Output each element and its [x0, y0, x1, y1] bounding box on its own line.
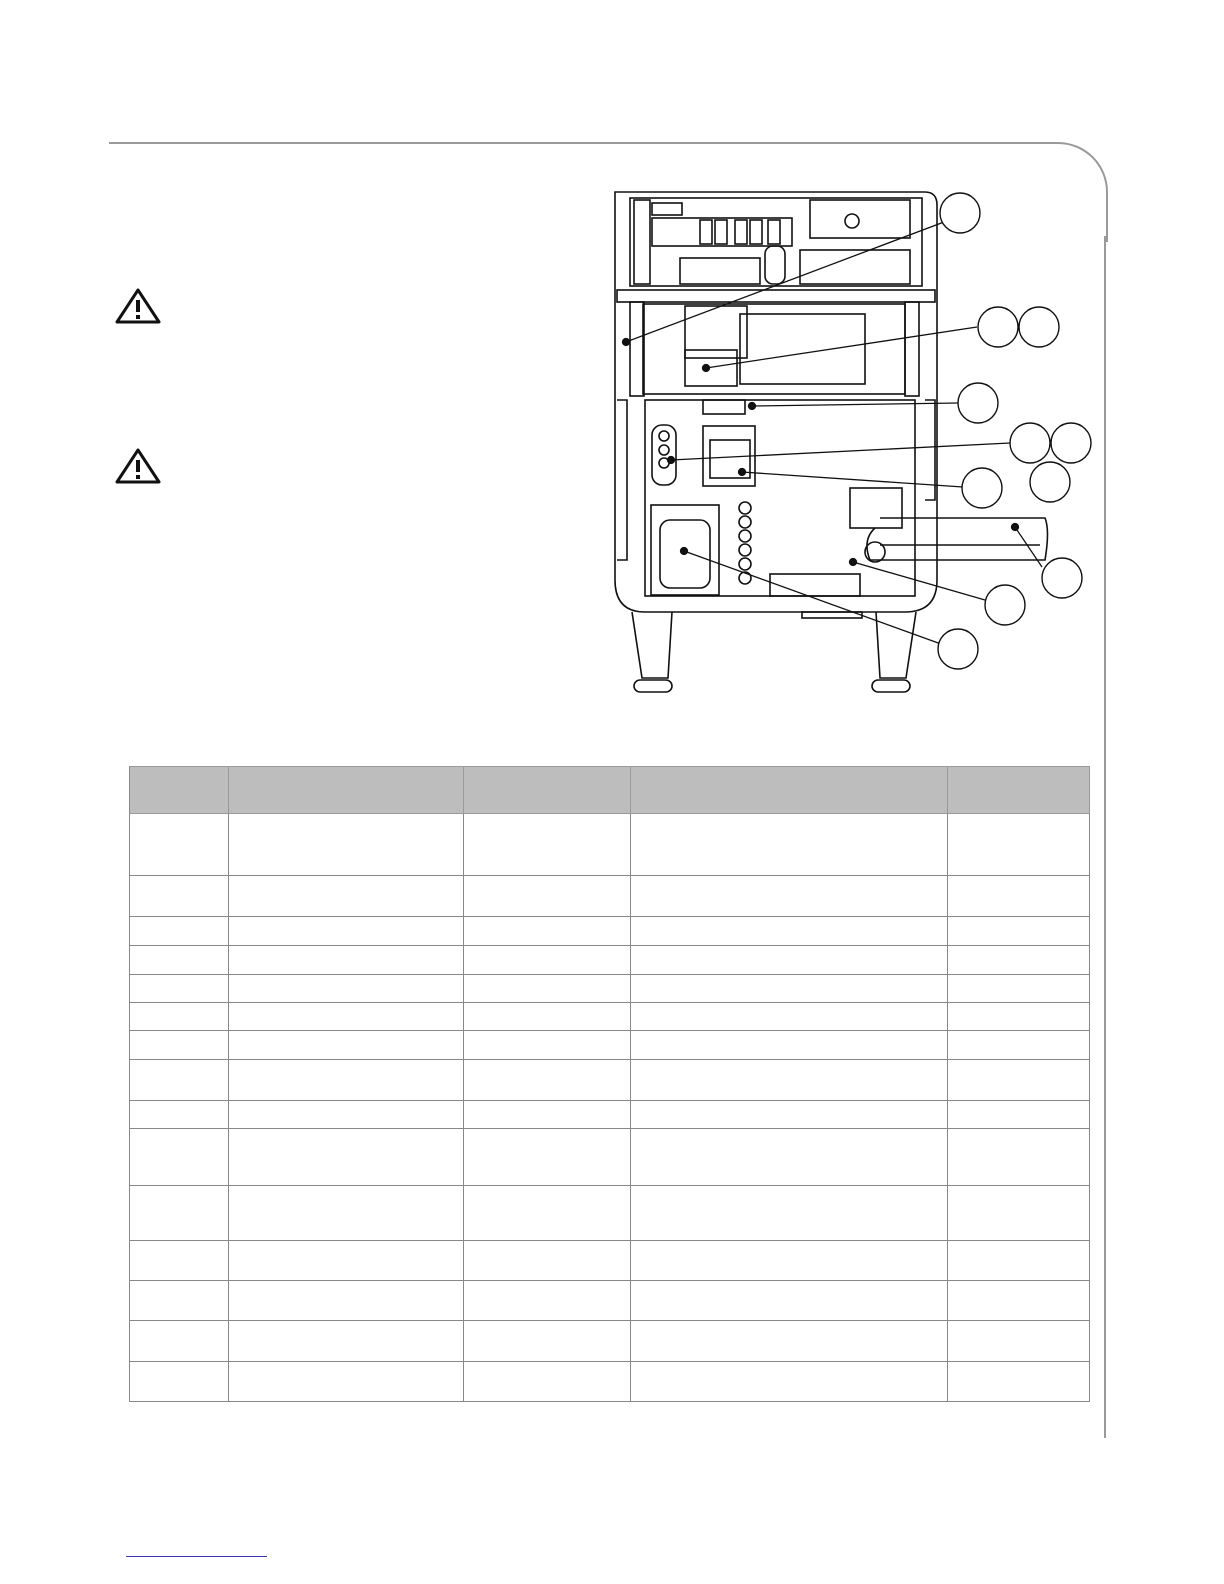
table-cell	[948, 1321, 1090, 1362]
table-cell	[229, 1031, 464, 1060]
table-cell	[948, 917, 1090, 946]
callout-circle	[1019, 307, 1059, 347]
table-cell	[229, 1362, 464, 1402]
table-cell	[130, 1129, 229, 1186]
table-cell	[130, 1003, 229, 1031]
table-row	[130, 917, 1090, 946]
table-cell	[130, 1186, 229, 1241]
table-cell	[229, 1003, 464, 1031]
table-cell	[229, 814, 464, 876]
table-cell	[631, 814, 948, 876]
table-cell	[464, 1241, 631, 1281]
table-header-cell	[631, 767, 948, 814]
table-cell	[464, 975, 631, 1003]
table-row	[130, 1321, 1090, 1362]
table-row	[130, 1241, 1090, 1281]
callout-circle	[958, 383, 998, 423]
table-cell	[631, 1060, 948, 1101]
table-cell	[948, 1186, 1090, 1241]
table-header-cell	[229, 767, 464, 814]
table-cell	[229, 1186, 464, 1241]
table-cell	[948, 1241, 1090, 1281]
table-cell	[130, 1362, 229, 1402]
table-cell	[464, 1101, 631, 1129]
page-frame-right-rule	[1104, 236, 1106, 1438]
table-cell	[229, 946, 464, 975]
table-cell	[464, 1321, 631, 1362]
table-row	[130, 1060, 1090, 1101]
table-row	[130, 1003, 1090, 1031]
parts-table	[129, 766, 1090, 1402]
table-cell	[229, 1241, 464, 1281]
table-cell	[948, 814, 1090, 876]
table-cell	[948, 946, 1090, 975]
table-row	[130, 1101, 1090, 1129]
table-cell	[130, 1321, 229, 1362]
callout-circle	[985, 585, 1025, 625]
table-cell	[130, 814, 229, 876]
table-cell	[948, 1129, 1090, 1186]
table-cell	[631, 1031, 948, 1060]
table-row	[130, 876, 1090, 917]
callout-circle	[938, 629, 978, 669]
callout-circle	[978, 307, 1018, 347]
table-cell	[130, 917, 229, 946]
table-cell	[631, 1101, 948, 1129]
table-cell	[948, 1003, 1090, 1031]
table-cell	[464, 917, 631, 946]
table-row	[130, 1362, 1090, 1402]
table-cell	[464, 1003, 631, 1031]
table-header-cell	[464, 767, 631, 814]
callout-circle	[1051, 423, 1091, 463]
table-cell	[464, 1281, 631, 1321]
table-cell	[464, 876, 631, 917]
table-cell	[631, 917, 948, 946]
callout-circle	[1042, 558, 1082, 598]
table-cell	[631, 946, 948, 975]
table-cell	[948, 1101, 1090, 1129]
callout-circle	[1030, 462, 1070, 502]
table-cell	[130, 876, 229, 917]
table-cell	[130, 1101, 229, 1129]
footer-link[interactable]	[126, 1556, 267, 1557]
table-row	[130, 1031, 1090, 1060]
table-header-cell	[948, 767, 1090, 814]
table-row	[130, 814, 1090, 876]
table-cell	[229, 1321, 464, 1362]
table-cell	[464, 946, 631, 975]
table-cell	[631, 1241, 948, 1281]
table-cell	[464, 1186, 631, 1241]
table-cell	[229, 917, 464, 946]
table-cell	[229, 1129, 464, 1186]
table-cell	[948, 975, 1090, 1003]
table-cell	[130, 1031, 229, 1060]
table-cell	[229, 876, 464, 917]
table-cell	[464, 1060, 631, 1101]
table-cell	[130, 975, 229, 1003]
table-cell	[631, 876, 948, 917]
table-cell	[948, 1031, 1090, 1060]
table-row	[130, 1281, 1090, 1321]
table-cell	[631, 1003, 948, 1031]
warning-triangle-icon	[115, 448, 161, 484]
table-cell	[229, 1101, 464, 1129]
table-cell	[130, 1241, 229, 1281]
appliance-wiring-diagram	[600, 180, 1100, 710]
table-cell	[631, 1129, 948, 1186]
table-cell	[464, 1129, 631, 1186]
table-cell	[229, 975, 464, 1003]
table-cell	[948, 1060, 1090, 1101]
table-cell	[229, 1281, 464, 1321]
table-cell	[130, 946, 229, 975]
table-cell	[464, 1031, 631, 1060]
table-cell	[631, 1362, 948, 1402]
table-header-cell	[130, 767, 229, 814]
table-cell	[948, 1281, 1090, 1321]
page-frame-top-rule	[109, 142, 1059, 144]
callout-circle	[1010, 423, 1050, 463]
table-cell	[130, 1281, 229, 1321]
table-cell	[130, 1060, 229, 1101]
table-cell	[948, 1362, 1090, 1402]
table-row	[130, 1186, 1090, 1241]
table-cell	[631, 1281, 948, 1321]
table-cell	[229, 1060, 464, 1101]
table-row	[130, 946, 1090, 975]
callout-circle	[962, 468, 1002, 508]
callout-circle	[940, 193, 980, 233]
table-cell	[631, 1321, 948, 1362]
table-row	[130, 1129, 1090, 1186]
table-header-row	[130, 767, 1090, 814]
table-cell	[464, 1362, 631, 1402]
table-cell	[631, 975, 948, 1003]
table-row	[130, 975, 1090, 1003]
table-cell	[948, 876, 1090, 917]
table-cell	[631, 1186, 948, 1241]
warning-triangle-icon	[115, 288, 161, 324]
table-cell	[464, 814, 631, 876]
